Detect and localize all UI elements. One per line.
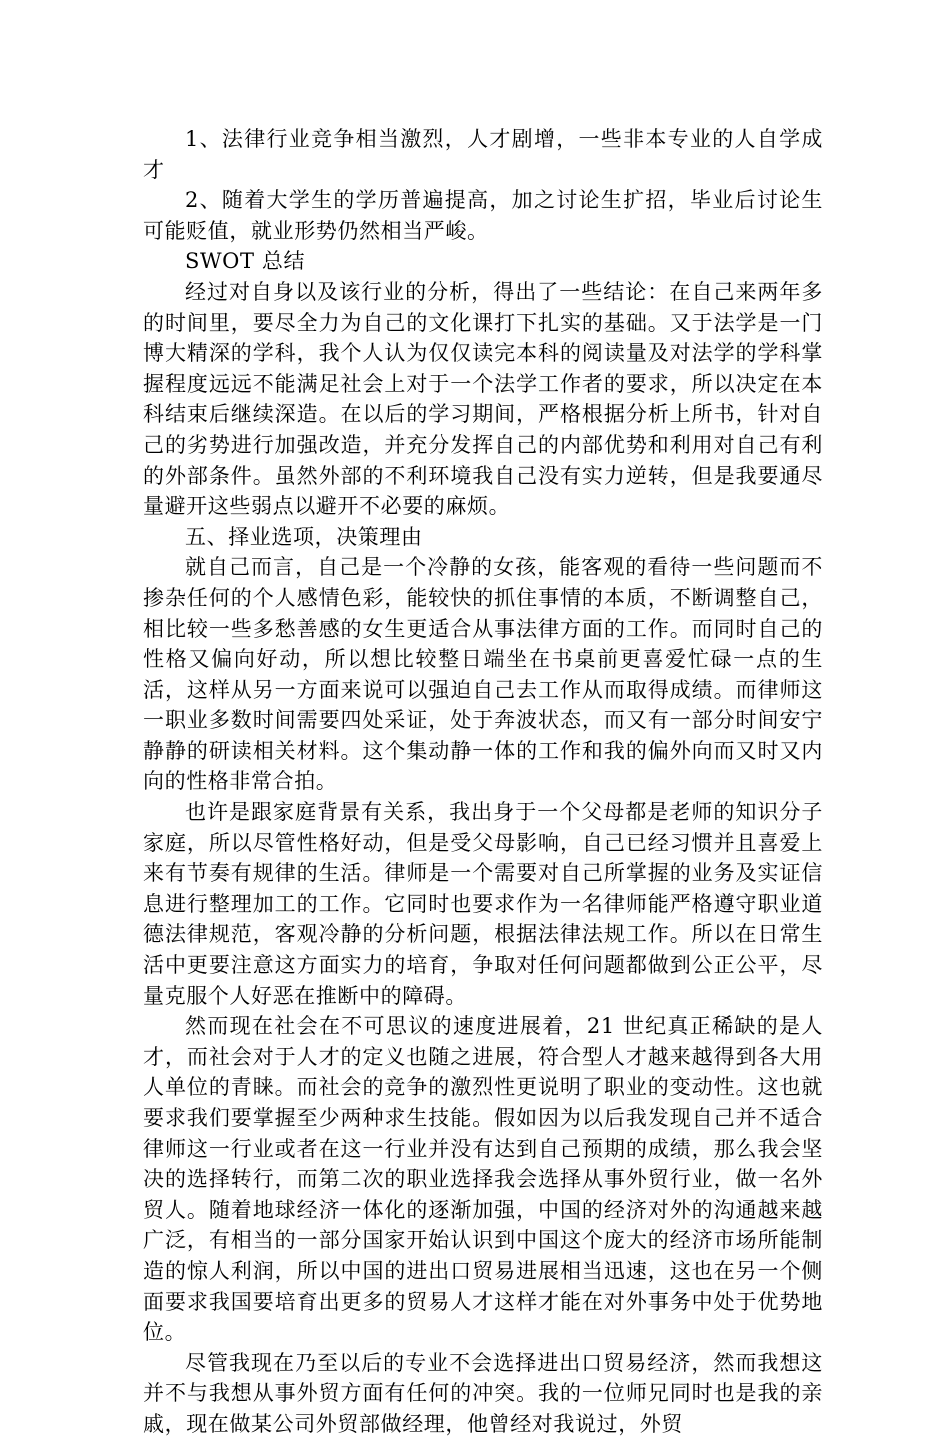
- section-heading-swot-summary: SWOT 总结: [185, 249, 306, 274]
- section-heading-career-choice: 五、择业选项，决策理由: [185, 524, 423, 549]
- paragraph-personality: 就自己而言，自己是一个冷静的女孩，能客观的看待一些问题而不掺杂任何的个人感情色彩，能较快的抓住事情的本质，不断调整自己，相比较一些多愁善感的女生更适合从事法律方面的工作。而同时自己的性格又偏向好动，所以想比较整日端坐在书桌前更喜爱忙碌一点的生活，这样从另一方面来说可以强迫自己去工作从而取得成绩。而律师这一职业多数时间需要四处采证，处于奔波状态，而又有一部分时间安宁静静的研读相关材料。这个集动静一体的工作和我的偏外向而又时又内向的性格非常合拍。: [143, 555, 823, 794]
- paragraph-foreign-trade: 尽管我现在乃至以后的专业不会选择进出口贸易经济，然而我想这并不与我想从事外贸方面有任何的冲突。我的一位师兄同时也是我的亲戚，现在做某公司外贸部做经理，他曾经对我说过，外贸: [143, 1350, 823, 1436]
- paragraph-disadvantage-1: 1、法律行业竞争相当激烈，人才剧增，一些非本专业的人自学成才: [143, 127, 823, 182]
- document-body: [143, 124, 823, 1440]
- paragraph-disadvantage-2: 2、随着大学生的学历普遍提高，加之讨论生扩招，毕业后讨论生可能贬值，就业形势仍然相当严峻。: [143, 188, 823, 243]
- paragraph-family-background: 也许是跟家庭背景有关系，我出身于一个父母都是老师的知识分子家庭，所以尽管性格好动，但是受父母影响，自己已经习惯并且喜爱上来有节奏有规律的生活。律师是一个需要对自己所掌握的业务及实证信息进行整理加工的工作。它同时也要求作为一名律师能严格遵守职业道德法律规范，客观冷静的分析问题，根据法律法规工作。所以在日常生活中更要注意这方面实力的培育，争取对任何问题都做到公正公平，尽量克服个人好恶在推断中的障碍。: [143, 800, 823, 1008]
- paragraph-second-career: 然而现在社会在不可思议的速度进展着，21 世纪真正稀缺的是人才，而社会对于人才的定义也随之进展，符合型人才越来越得到各大用人单位的青睐。而社会的竞争的激烈性更说明了职业的变动性。这也就要求我们要掌握至少两种求生技能。假如因为以后我发现自己并不适合律师这一行业或者在这一行业并没有达到自己预期的成绩，那么我会坚决的选择转行，而第二次的职业选择我会选择从事外贸行业，做一名外贸人。随着地球经济一体化的逐渐加强，中国的经济对外的沟通越来越广泛，有相当的一部分国家开始认识到中国这个庞大的经济市场所能制造的惊人利润，所以中国的进出口贸易进展相当迅速，这也在另一个侧面要求我国要培育出更多的贸易人才这样才能在对外事务中处于优势地位。: [143, 1014, 823, 1345]
- paragraph-swot-conclusion: 经过对自身以及该行业的分析，得出了一些结论：在自己来两年多的时间里，要尽全力为自己的文化课打下扎实的基础。又于法学是一门博大精深的学科，我个人认为仅仅读完本科的阅读量及对法学的学科掌握程度远远不能满足社会上对于一个法学工作者的要求，所以决定在本科结束后继续深造。在以后的学习期间，严格根据分析上所书，针对自己的劣势进行加强改造，并充分发挥自己的内部优势和利用对自己有利的外部条件。虽然外部的不利环境我自己没有实力逆转，但是我要通尽量避开这些弱点以避开不必要的麻烦。: [143, 279, 823, 519]
